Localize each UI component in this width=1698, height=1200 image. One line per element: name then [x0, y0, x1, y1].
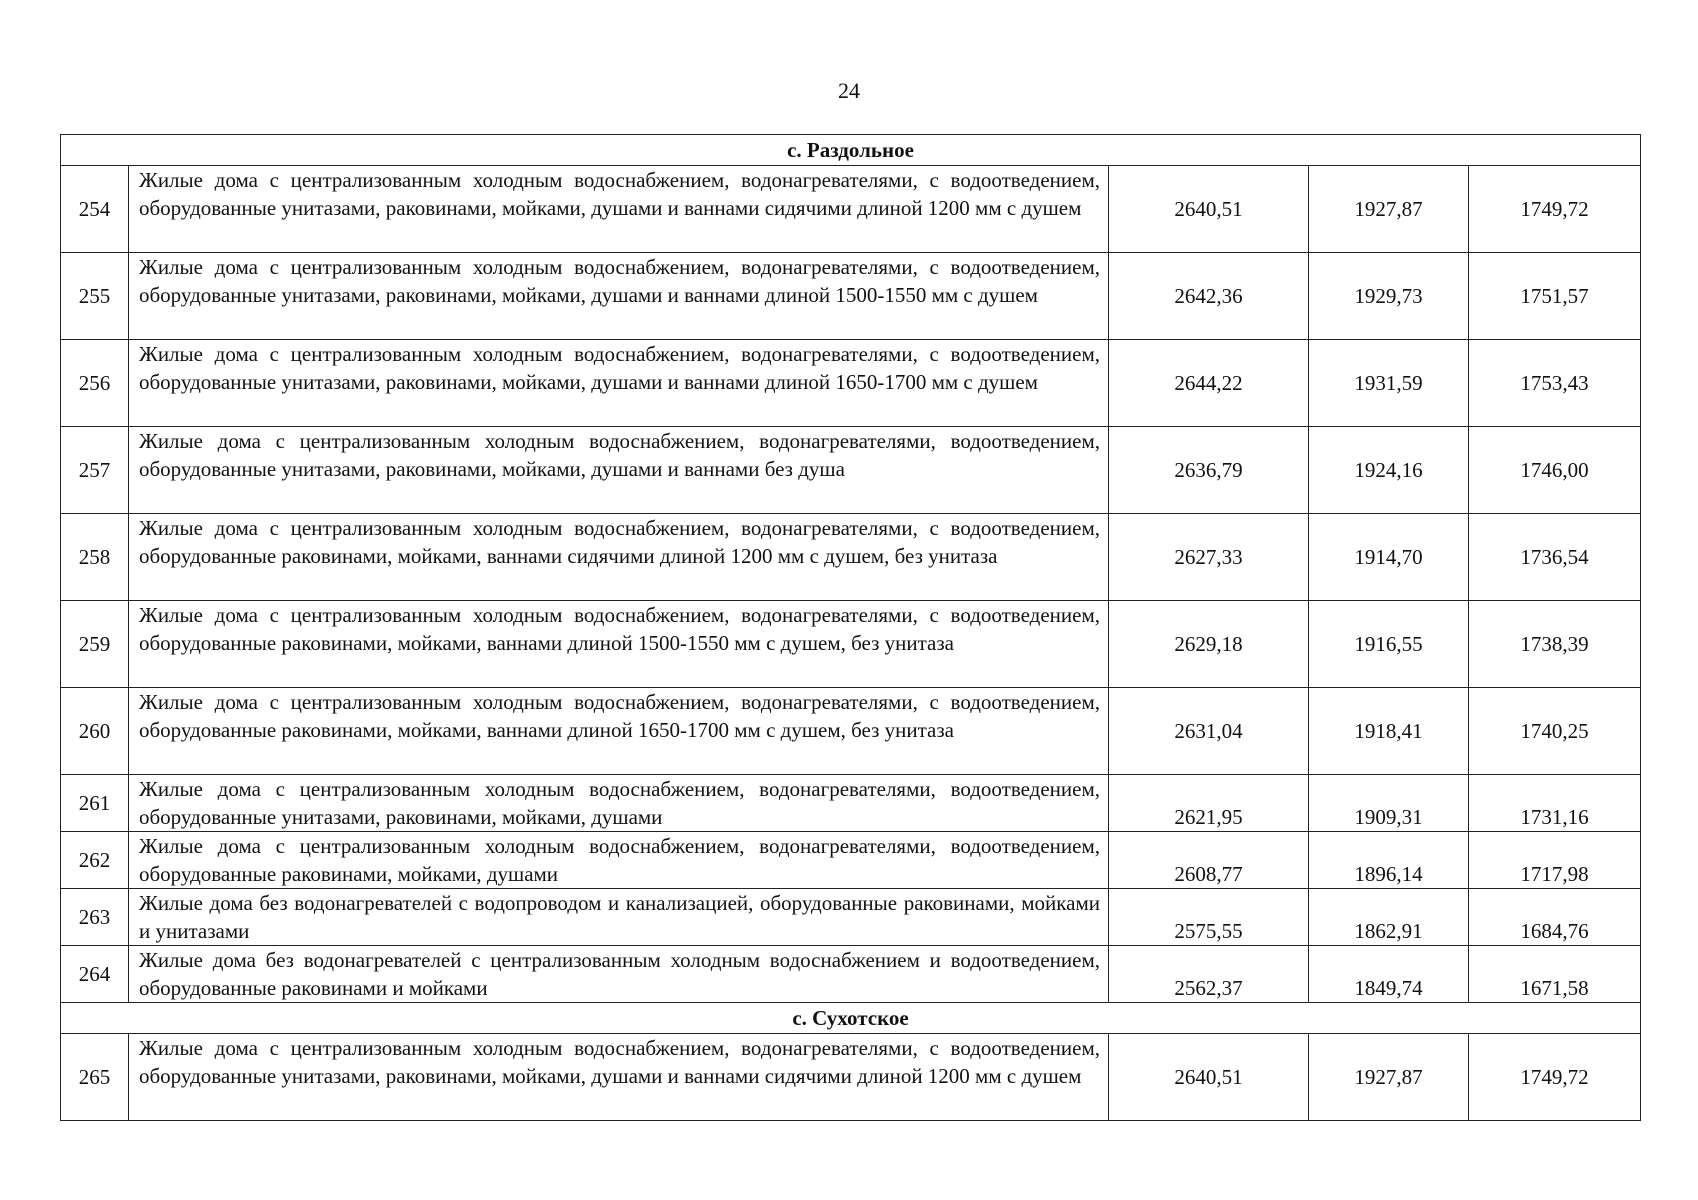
row-number: 254 [61, 166, 129, 253]
row-number: 265 [61, 1034, 129, 1121]
value-col-2: 1862,91 [1309, 889, 1469, 946]
value-col-3: 1671,58 [1469, 946, 1641, 1003]
section-title: с. Сухотское [61, 1003, 1641, 1034]
value-col-2: 1849,74 [1309, 946, 1469, 1003]
table-row [61, 253, 1641, 340]
value-col-2: 1914,70 [1309, 514, 1469, 601]
value-col-2: 1909,31 [1309, 775, 1469, 832]
value-col-1: 2636,79 [1109, 427, 1309, 514]
value-col-1: 2629,18 [1109, 601, 1309, 688]
value-col-1: 2640,51 [1109, 166, 1309, 253]
value-col-1: 2631,04 [1109, 688, 1309, 775]
row-description: Жилые дома с централизованным холодным водоснабжением, водонагревателями, с водоотведением, оборудованные унитазами, раковинами, мойками, душами и ваннами длиной 1650-1700 мм с душем [129, 340, 1109, 427]
table-row [61, 832, 1641, 889]
value-col-3: 1751,57 [1469, 253, 1641, 340]
table-row [61, 601, 1641, 688]
table-row [61, 688, 1641, 775]
value-col-3: 1746,00 [1469, 427, 1641, 514]
value-col-1: 2575,55 [1109, 889, 1309, 946]
value-col-2: 1927,87 [1309, 166, 1469, 253]
value-col-1: 2640,51 [1109, 1034, 1309, 1121]
value-col-1: 2642,36 [1109, 253, 1309, 340]
value-col-3: 1738,39 [1469, 601, 1641, 688]
row-number: 261 [61, 775, 129, 832]
value-col-3: 1740,25 [1469, 688, 1641, 775]
value-col-2: 1896,14 [1309, 832, 1469, 889]
value-col-1: 2608,77 [1109, 832, 1309, 889]
value-col-3: 1684,76 [1469, 889, 1641, 946]
row-description: Жилые дома с централизованным холодным водоснабжением, водонагревателями, с водоотведением, оборудованные раковинами, мойками, ваннами длиной 1650-1700 мм с душем, без унитаза [129, 688, 1109, 775]
row-description: Жилые дома с централизованным холодным водоснабжением, водонагревателями, с водоотведением, оборудованные раковинами, мойками, ваннами длиной 1500-1550 мм с душем, без унитаза [129, 601, 1109, 688]
value-col-3: 1717,98 [1469, 832, 1641, 889]
row-number: 255 [61, 253, 129, 340]
row-number: 263 [61, 889, 129, 946]
value-col-3: 1749,72 [1469, 1034, 1641, 1121]
table-row [61, 1034, 1641, 1121]
row-description: Жилые дома без водонагревателей с централизованным холодным водоснабжением и водоотведением, оборудованные раковинами и мойками [129, 946, 1109, 1003]
row-number: 262 [61, 832, 129, 889]
row-number: 256 [61, 340, 129, 427]
value-col-2: 1927,87 [1309, 1034, 1469, 1121]
value-col-3: 1753,43 [1469, 340, 1641, 427]
value-col-3: 1731,16 [1469, 775, 1641, 832]
section-header-row [61, 1003, 1641, 1034]
table-row [61, 514, 1641, 601]
value-col-2: 1929,73 [1309, 253, 1469, 340]
value-col-1: 2627,33 [1109, 514, 1309, 601]
row-number: 257 [61, 427, 129, 514]
value-col-2: 1916,55 [1309, 601, 1469, 688]
row-description: Жилые дома с централизованным холодным водоснабжением, водонагревателями, водоотведением, оборудованные раковинами, мойками, душами [129, 832, 1109, 889]
value-col-1: 2644,22 [1109, 340, 1309, 427]
value-col-1: 2621,95 [1109, 775, 1309, 832]
row-description: Жилые дома с централизованным холодным водоснабжением, водонагревателями, водоотведением, оборудованные унитазами, раковинами, мойками, душами [129, 775, 1109, 832]
row-description: Жилые дома с централизованным холодным водоснабжением, водонагревателями, с водоотведением, оборудованные унитазами, раковинами, мойками, душами и ваннами сидячими длиной 1200 мм с душем [129, 166, 1109, 253]
table-row [61, 166, 1641, 253]
value-col-2: 1924,16 [1309, 427, 1469, 514]
row-number: 258 [61, 514, 129, 601]
page-number: 24 [838, 78, 860, 103]
section-header-row [61, 135, 1641, 166]
row-description: Жилые дома с централизованным холодным водоснабжением, водонагревателями, с водоотведением, оборудованные раковинами, мойками, ваннами сидячими длиной 1200 мм с душем, без унитаза [129, 514, 1109, 601]
row-number: 259 [61, 601, 129, 688]
table-row [61, 340, 1641, 427]
value-col-3: 1736,54 [1469, 514, 1641, 601]
table-row [61, 889, 1641, 946]
tariff-table [60, 134, 1641, 1121]
table-row [61, 946, 1641, 1003]
row-description: Жилые дома с централизованным холодным водоснабжением, водонагревателями, с водоотведением, оборудованные унитазами, раковинами, мойками, душами и ваннами длиной 1500-1550 мм с душем [129, 253, 1109, 340]
value-col-3: 1749,72 [1469, 166, 1641, 253]
value-col-2: 1918,41 [1309, 688, 1469, 775]
table-row [61, 775, 1641, 832]
row-description: Жилые дома с централизованным холодным водоснабжением, водонагревателями, с водоотведением, оборудованные унитазами, раковинами, мойками, душами и ваннами сидячими длиной 1200 мм с душем [129, 1034, 1109, 1121]
table-row [61, 427, 1641, 514]
value-col-2: 1931,59 [1309, 340, 1469, 427]
row-description: Жилые дома с централизованным холодным водоснабжением, водонагревателями, водоотведением, оборудованные унитазами, раковинами, мойками, душами и ваннами без душа [129, 427, 1109, 514]
row-number: 264 [61, 946, 129, 1003]
section-title: с. Раздольное [61, 135, 1641, 166]
row-description: Жилые дома без водонагревателей с водопроводом и канализацией, оборудованные раковинами, мойками и унитазами [129, 889, 1109, 946]
value-col-1: 2562,37 [1109, 946, 1309, 1003]
row-number: 260 [61, 688, 129, 775]
